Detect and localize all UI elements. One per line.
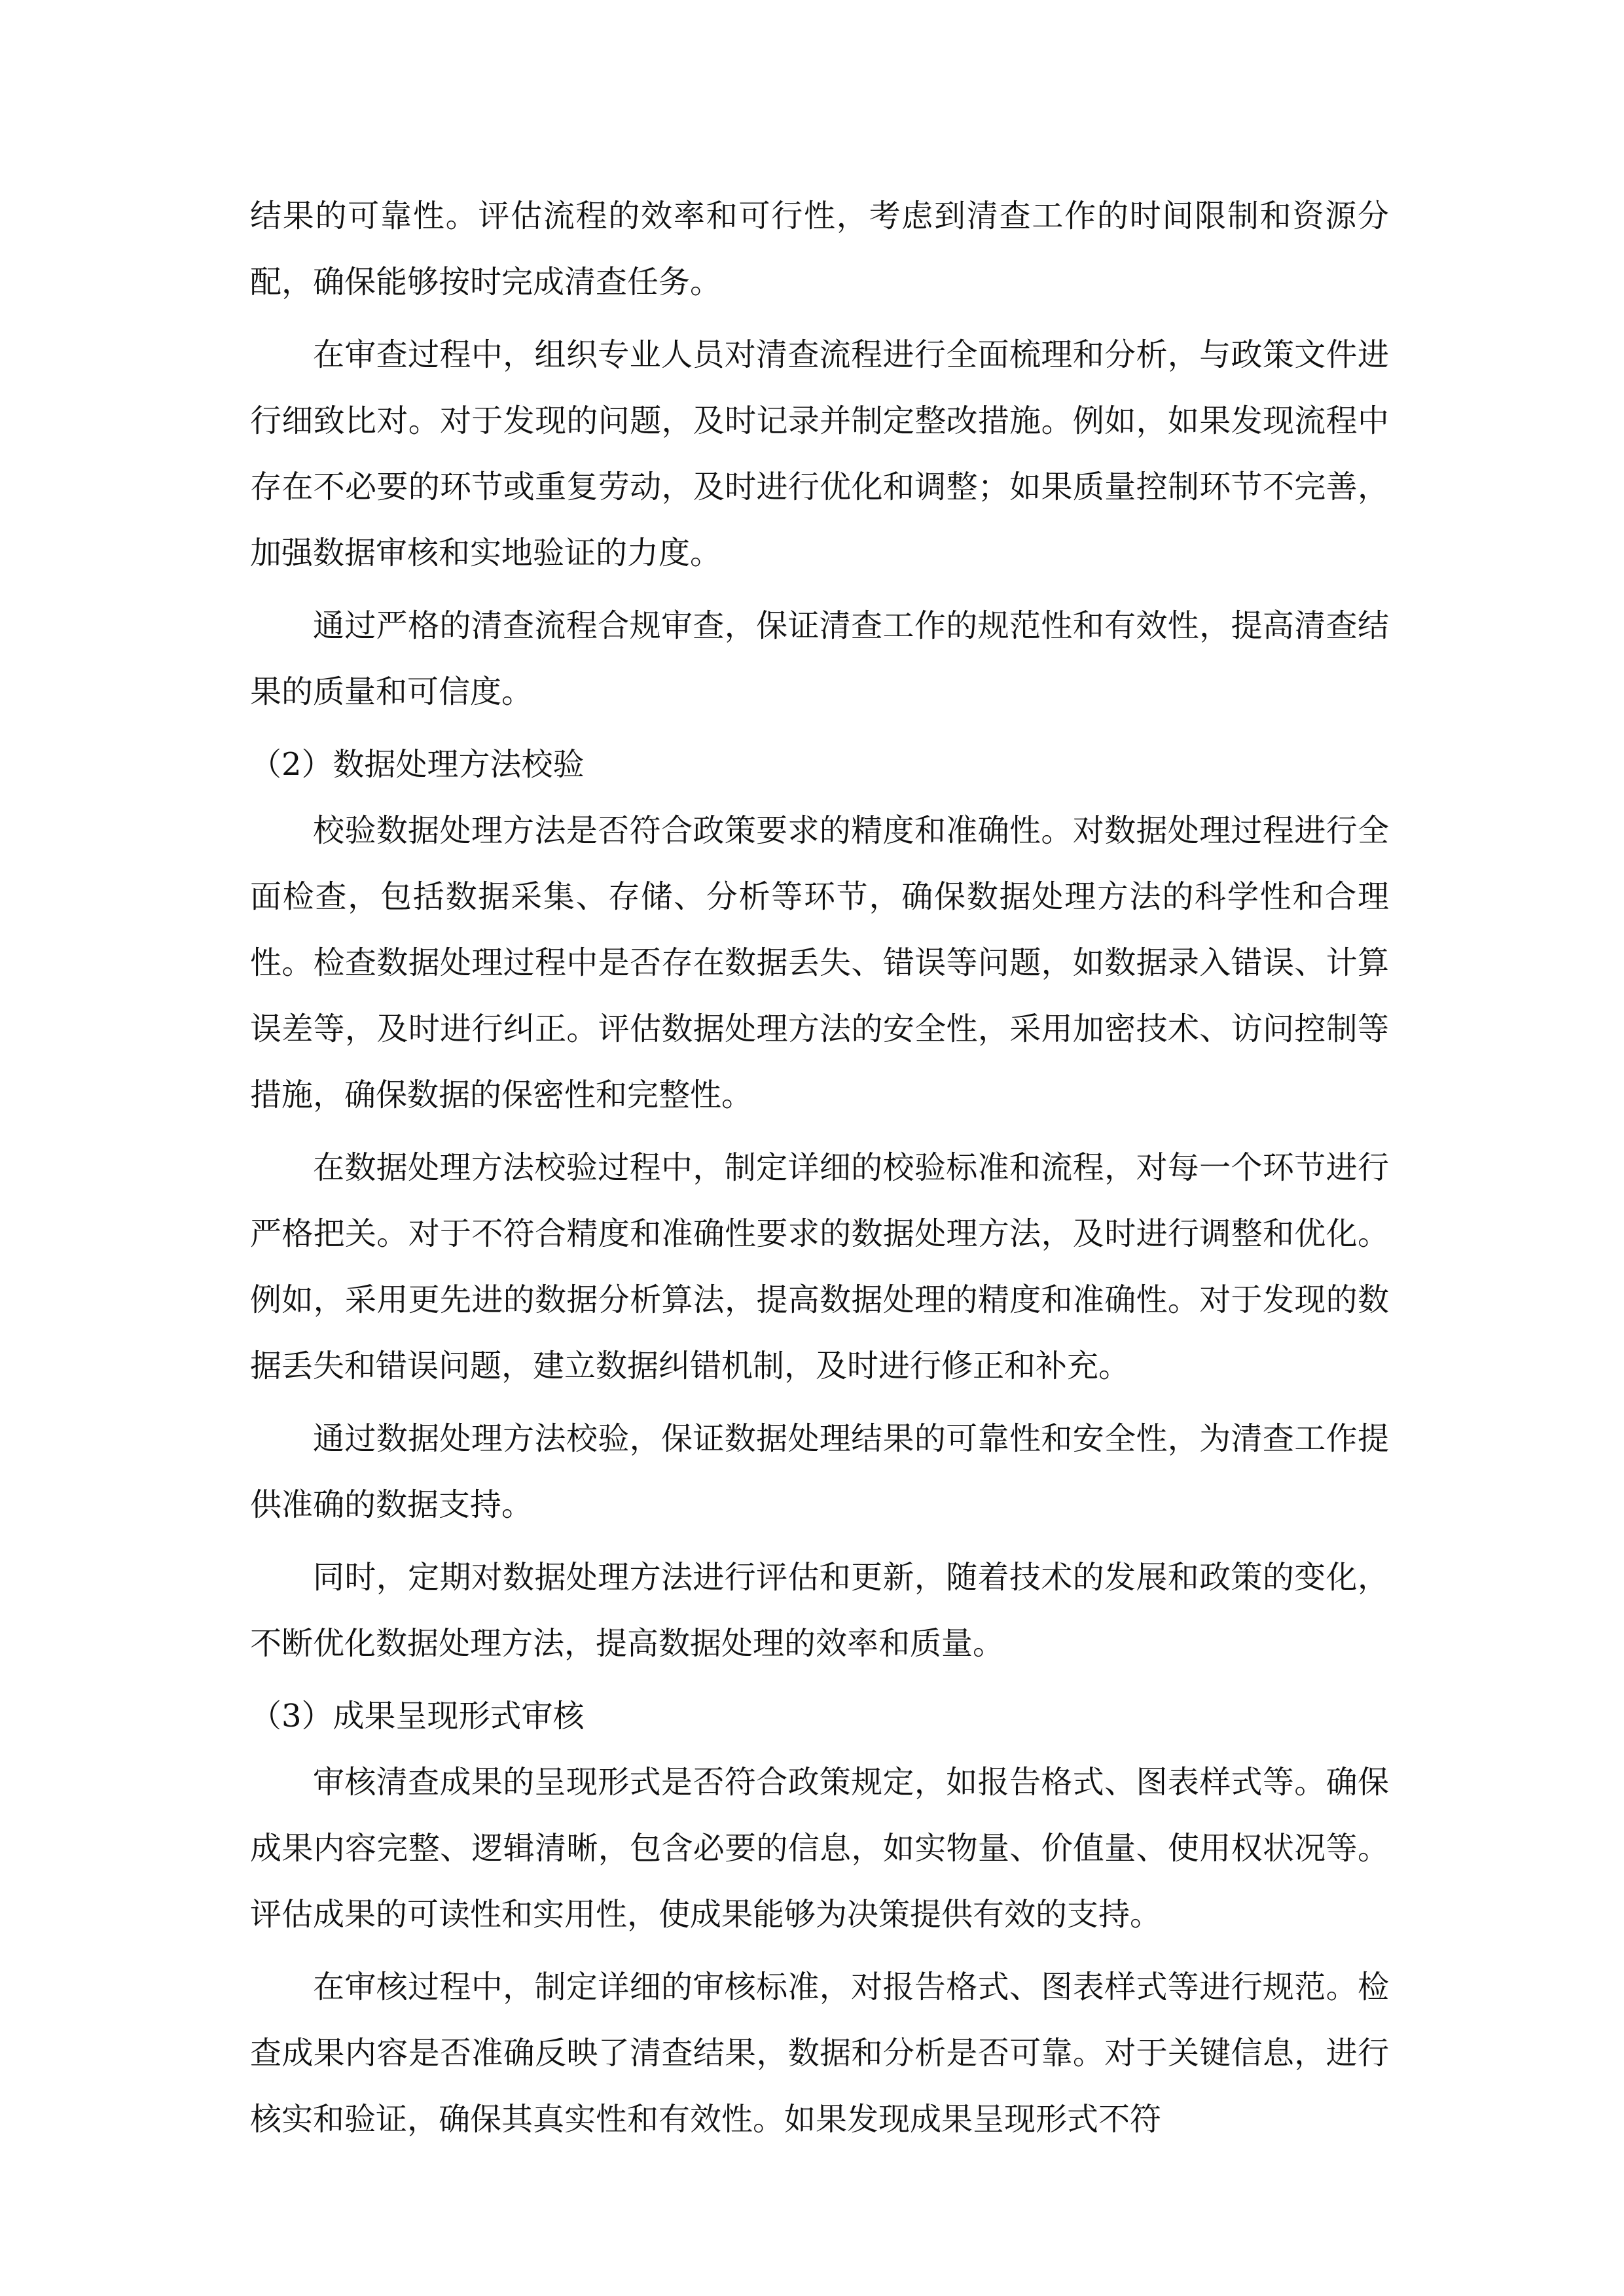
paragraph: 同时，定期对数据处理方法进行评估和更新，随着技术的发展和政策的变化，不断优化数据处理方法，提高数据处理的效率和质量。 [250, 1559, 1389, 1662]
paragraph: 通过数据处理方法校验，保证数据处理结果的可靠性和安全性，为清查工作提供准确的数据支持。 [250, 1420, 1389, 1523]
paragraph-continued: 结果的可靠性。评估流程的效率和可行性，考虑到清查工作的时间限制和资源分配，确保能够按时完成清查任务。 [250, 198, 1389, 300]
paragraph: 通过严格的清查流程合规审查，保证清查工作的规范性和有效性，提高清查结果的质量和可信度。 [250, 607, 1389, 710]
paragraph: 校验数据处理方法是否符合政策要求的精度和准确性。对数据处理过程进行全面检查，包括数据采集、存储、分析等环节，确保数据处理方法的科学性和合理性。检查数据处理过程中是否存在数据丢失、错误等问题，如数据录入错误、计算误差等，及时进行纠正。评估数据处理方法的安全性，采用加密技术、访问控制等措施，确保数据的保密性和完整性。 [250, 812, 1389, 1113]
paragraph: 在数据处理方法校验过程中，制定详细的校验标准和流程，对每一个环节进行严格把关。对于不符合精度和准确性要求的数据处理方法，及时进行调整和优化。例如，采用更先进的数据分析算法，提高数据处理的精度和准确性。对于发现的数据丢失和错误问题，建立数据纠错机制，及时进行修正和补充。 [250, 1149, 1389, 1384]
paragraph: 在审核过程中，制定详细的审核标准，对报告格式、图表样式等进行规范。检查成果内容是否准确反映了清查结果，数据和分析是否可靠。对于关键信息，进行核实和验证，确保其真实性和有效性。如果发现成果呈现形式不符 [250, 1969, 1389, 2138]
paragraph: 在审查过程中，组织专业人员对清查流程进行全面梳理和分析，与政策文件进行细致比对。对于发现的问题，及时记录并制定整改措施。例如，如果发现流程中存在不必要的环节或重复劳动，及时进行优化和调整；如果质量控制环节不完善，加强数据审核和实地验证的力度。 [250, 336, 1389, 571]
section-heading: （2）数据处理方法校验 [250, 746, 585, 783]
section-heading: （3）成果呈现形式审核 [250, 1698, 585, 1734]
document-body [250, 183, 1389, 2153]
paragraph: 审核清查成果的呈现形式是否符合政策规定，如报告格式、图表样式等。确保成果内容完整、逻辑清晰，包含必要的信息，如实物量、价值量、使用权状况等。评估成果的可读性和实用性，使成果能够为决策提供有效的支持。 [250, 1764, 1389, 1933]
